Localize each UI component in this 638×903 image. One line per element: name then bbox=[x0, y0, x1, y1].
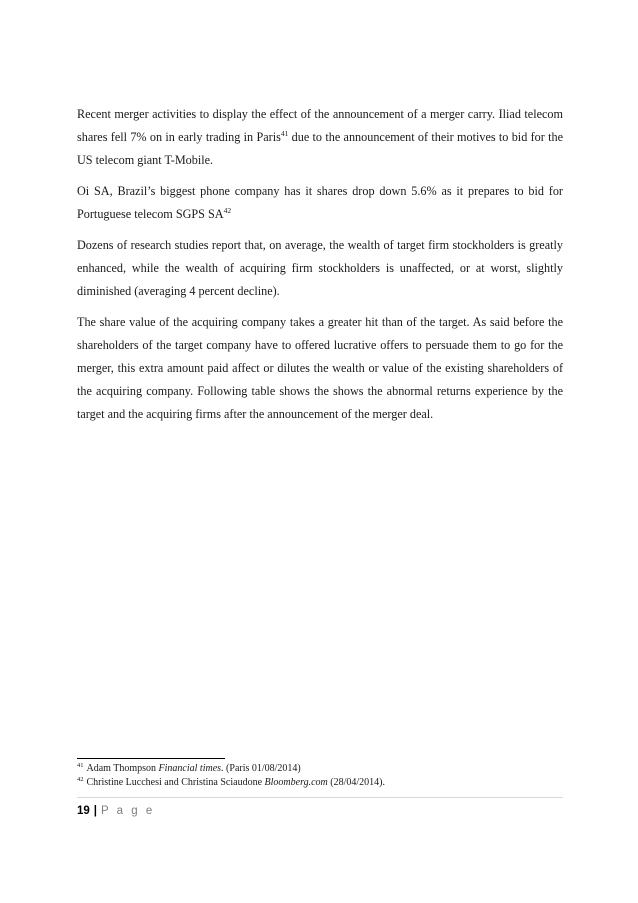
paragraph-text: Oi SA, Brazil’s biggest phone company has it shares drop down 5.6% as it prepares to bid for Portuguese telecom SGPS SA bbox=[77, 184, 563, 221]
page-footer bbox=[77, 803, 155, 819]
footnote-author: Christine Lucchesi and Christina Sciaudone bbox=[86, 777, 265, 788]
paragraph-iliad bbox=[77, 103, 563, 172]
paragraph-oi-sa bbox=[77, 180, 563, 226]
footnote-ref-42[interactable]: 42 bbox=[223, 206, 232, 215]
paragraph-text: due to the announcement of their motives to bid for the US telecom giant T-Mobile. bbox=[77, 130, 564, 167]
page-label: P a g e bbox=[101, 805, 155, 817]
footnote-detail: (28/04/2014). bbox=[327, 777, 385, 788]
page-number: 19 bbox=[77, 805, 90, 817]
footnote-separator bbox=[77, 758, 225, 759]
footnotes bbox=[77, 762, 563, 790]
footnote-number: 42 bbox=[77, 776, 84, 783]
paragraph-research-studies: Dozens of research studies report that, on average, the wealth of target firm stockholders is greatly enhanced, while the wealth of acquiring firm stockholders is unaffected, or at worst, slightly diminished (averaging 4 percent decline). bbox=[77, 238, 563, 298]
paragraph-text: Recent merger activities to display the effect of the announcement of a merger carry. Iliad telecom shares fell 7% on in early trading in Paris bbox=[77, 107, 563, 144]
footnote-number: 41 bbox=[77, 762, 84, 769]
footnote-41 bbox=[77, 762, 563, 776]
body-text bbox=[77, 103, 563, 434]
footnote-author: Adam Thompson bbox=[86, 763, 159, 774]
footnote-42 bbox=[77, 776, 563, 790]
footnote-source: Bloomberg.com bbox=[264, 777, 328, 788]
footer-divider bbox=[77, 797, 563, 798]
footer-separator: | bbox=[93, 805, 98, 817]
footnote-detail: . (Paris 01/08/2014) bbox=[221, 763, 301, 774]
footnote-ref-41[interactable]: 41 bbox=[280, 129, 289, 138]
footnote-source: Financial times bbox=[158, 763, 222, 774]
paragraph-share-value: The share value of the acquiring company takes a greater hit than of the target. As said before the shareholders of the target company have to offered lucrative offers to persuade them to go for the merger, this extra amount paid affect or dilutes the wealth or value of the existing shareholders of the acquiring company. Following table shows the shows the abnormal returns experience by the target and the acquiring firms after the announcement of the merger deal. bbox=[77, 315, 563, 421]
